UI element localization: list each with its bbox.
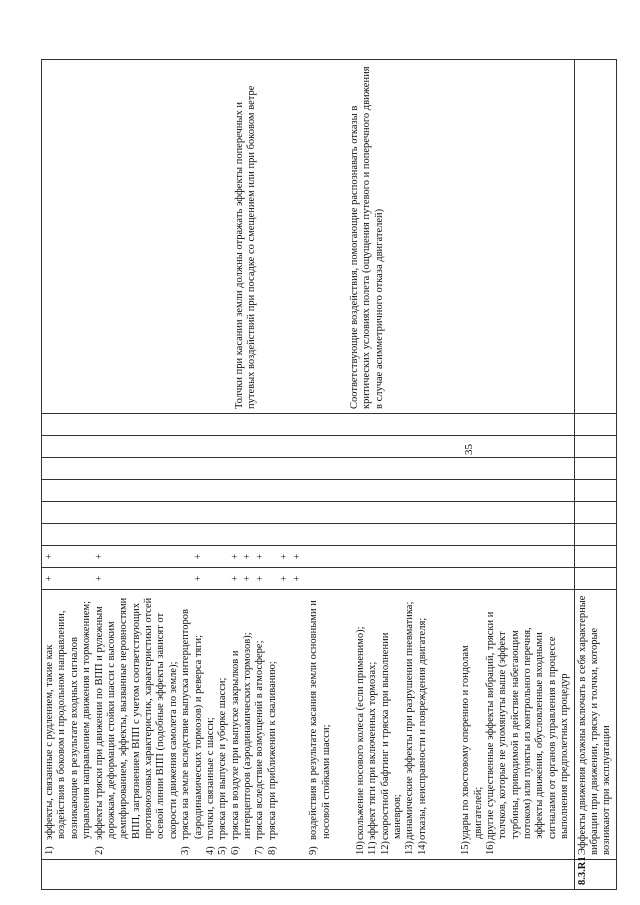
list-item: 1)эффекты, связанные с рудлением, такие как воздействия в боковом и продольном направлении, возникающие в результате входных сигналов управления направлением движения и торможением; [44, 600, 93, 855]
plus-mark: + [229, 575, 241, 582]
plus-mark [131, 568, 143, 589]
plus-mark [267, 546, 279, 567]
plus-mark [106, 568, 118, 589]
list-item: 12)скоростной бафтинг и тряска при выполнении маневров; [379, 632, 403, 855]
note-touchdown: Толчки при касании земли должны отражать эффекты поперечных и путевых воздействий при посадке со смещением или при боковом ветре [234, 85, 258, 409]
plus-mark [267, 568, 279, 589]
plus-mark [118, 546, 130, 567]
plus-mark [143, 546, 155, 567]
spacer [333, 594, 355, 839]
plus-mark [156, 546, 168, 567]
spacer [279, 594, 308, 839]
list-item: 4)толчки, связанные с шасси; [204, 717, 216, 855]
list-item: 13)динамические эффекты при разрушении пневматика; [404, 601, 416, 855]
list-item: 6)тряска в воздухе при выпуске закрылков и интерцепторов (аэродинамических тормозов); [229, 632, 253, 855]
spacer [429, 594, 460, 839]
row-code [42, 860, 575, 890]
plus-mark [143, 568, 155, 589]
plus-mark [69, 546, 81, 567]
plus-mark [168, 546, 180, 567]
list-item: 3)тряска на земле вследствие выпуска интерцепторов (аэродинамических тормозов) и реверса тяги; [180, 609, 204, 855]
page-number: 35 [463, 444, 475, 455]
list-item: 16)другие существенные эффекты вибраций, тряски и толчков, которые не упомянуты выше (эффект турбины, приводимой в действие набегающим потоком) или пункты из контрольного перечня, эффекты движения, обусловленные входными сигналами от органов управления в процессе выполнения предполетных процедур [484, 611, 571, 855]
row-code: 8.3.R1 [574, 860, 616, 890]
plus-mark: + [254, 553, 266, 560]
marks-column-empty [42, 436, 575, 458]
plus-mark [217, 546, 229, 567]
plus-mark [56, 568, 68, 589]
plus-mark: + [192, 553, 204, 560]
marks-column [42, 546, 575, 568]
table-row [574, 60, 616, 890]
list-item: 8)тряска при приближении к сваливанию; [266, 661, 278, 855]
list-item: 10)скольжение носового колеса (если применимо); [354, 626, 366, 855]
plus-mark [205, 546, 217, 567]
list-item: 14)отказы, неисправности и повреждения двигателя; [416, 617, 428, 855]
plus-mark: + [242, 575, 254, 582]
marks-column-empty [42, 414, 575, 436]
marks-column [42, 568, 575, 590]
requirements-table [41, 59, 617, 890]
plus-mark: + [93, 553, 105, 560]
list-item: 15)удары по хвостовому оперению и гондолам двигателей; [460, 645, 484, 855]
plus-mark: + [192, 575, 204, 582]
list-item: 5)тряска при выпуске и уборке шасси; [217, 677, 229, 855]
plus-mark [118, 568, 130, 589]
list-item: 9)воздействия в результате касания земли основными и носовой стойками шасси; [308, 600, 332, 855]
plus-mark [168, 568, 180, 589]
row-text: Эффекты движения должны включать в себя характерные вибрации при движении, тряску и толчки, которые возникают при эксплуатации [574, 590, 616, 860]
plus-mark [156, 568, 168, 589]
plus-mark: + [229, 553, 241, 560]
plus-mark: + [291, 575, 303, 582]
plus-mark [131, 546, 143, 567]
plus-mark: + [279, 575, 291, 582]
effects-list [44, 594, 572, 855]
plus-mark [180, 568, 192, 589]
marks-column-empty [42, 458, 575, 480]
rotated-page [41, 60, 619, 890]
marks-column-empty [42, 480, 575, 502]
plus-mark: + [291, 553, 303, 560]
note-failure-cues: Соответствующие воздействия, помогающие распознавать отказы в критических условиях полета (ощущения путевого и поперечного движения в случае асимметричного отказа двигателей) [348, 66, 385, 409]
plus-mark [81, 546, 93, 567]
plus-mark: + [44, 575, 55, 582]
plus-mark: + [254, 575, 266, 582]
plus-mark [69, 568, 81, 589]
notes-cell [42, 60, 575, 414]
plus-mark: + [93, 575, 105, 582]
plus-mark [106, 546, 118, 567]
plus-mark: + [279, 553, 291, 560]
list-item: 2)эффекты тряски при движении по ВПП и рулежным дорожкам, деформации стойки шасси с высоким демпфированием, эффекты, вызванные неровностями ВПП, загрязнением ВПП с учетом соответствующих противоюзовых характеристик, характеристики отсей осевой линии ВПП (подобные эффекты зависят от скорости движения самолета по земле); [93, 597, 179, 855]
plus-mark [180, 546, 192, 567]
marks-column-empty [42, 524, 575, 546]
list-item: 7)тряска вследствие возмущений в атмосфере; [254, 640, 266, 855]
marks-column-empty [42, 502, 575, 524]
list-item: 11)эффект тяги при включенных тормозах; [367, 661, 379, 855]
plus-mark [217, 568, 229, 589]
plus-mark: + [242, 553, 254, 560]
effects-list-cell [42, 590, 575, 860]
plus-mark [205, 568, 217, 589]
plus-mark: + [44, 553, 55, 560]
plus-mark [56, 546, 68, 567]
table-row [42, 60, 575, 890]
plus-mark [81, 568, 93, 589]
